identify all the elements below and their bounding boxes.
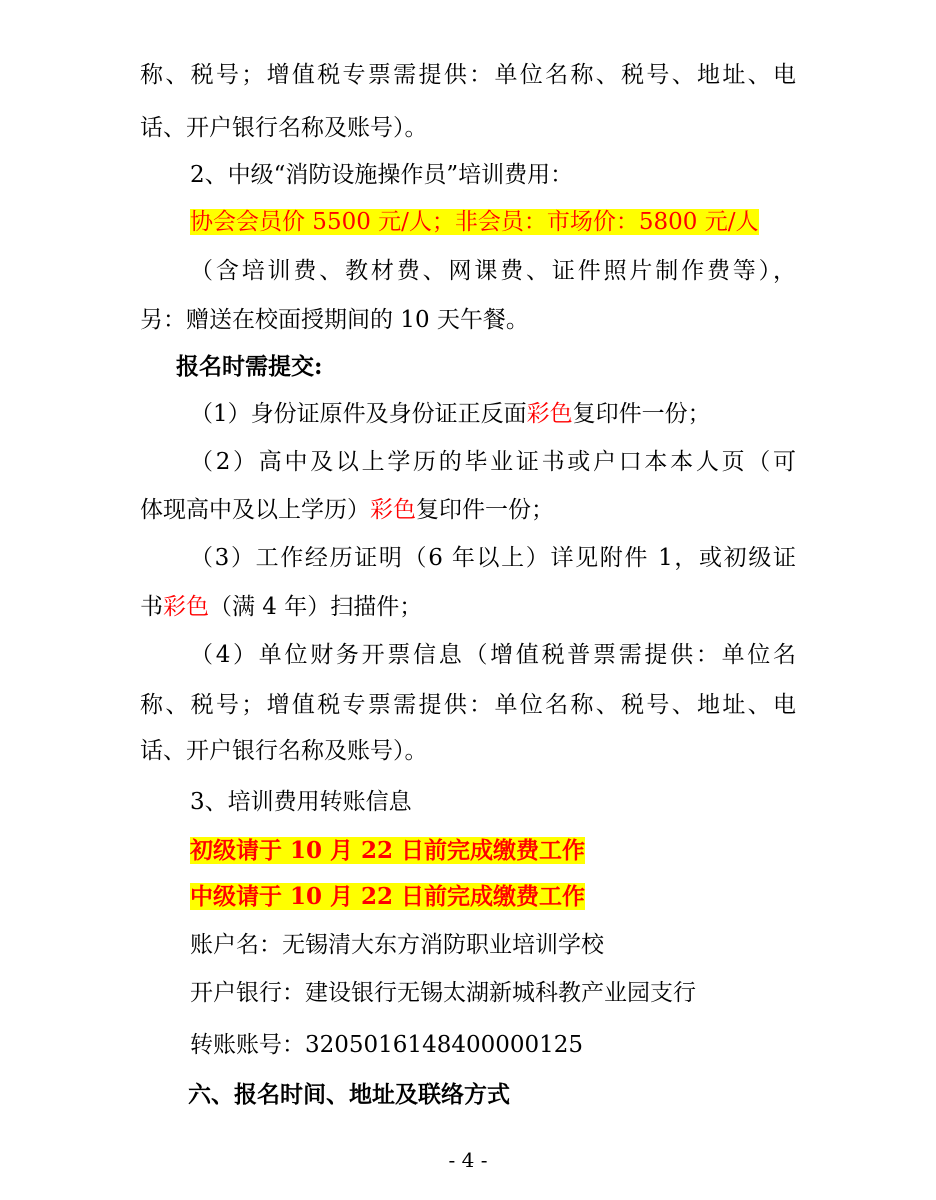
emphasized-text: 中级请于 10 月 22 日前完成缴费工作	[190, 883, 586, 910]
emphasized-text: 六、报名时间、地址及联络方式	[188, 1081, 510, 1108]
text-segment: 话、开户银行名称及账号）。	[140, 115, 428, 141]
text-segment: （2）高中及以上学历的毕业证书或户口本本人页（可	[190, 449, 796, 475]
text-segment: 复印件一份；	[572, 401, 711, 427]
emphasized-text: 初级请于 10 月 22 日前完成缴费工作	[190, 837, 586, 864]
text-line	[140, 495, 554, 525]
emphasized-text: 协会会员价 5500 元/人；非会员：市场价：5800 元/人	[190, 209, 759, 235]
text-line	[140, 60, 796, 90]
text-line	[190, 543, 796, 573]
text-line	[190, 160, 573, 190]
text-segment: （1）身份证原件及身份证正反面	[190, 401, 527, 427]
text-line	[190, 207, 759, 237]
text-line	[140, 690, 796, 720]
text-line	[190, 256, 796, 286]
text-segment: 3、培训费用转账信息	[190, 789, 412, 815]
text-segment: 话、开户银行名称及账号）。	[140, 738, 428, 764]
text-line	[188, 1080, 510, 1110]
text-segment: （3）工作经历证明（6 年以上）详见附件 1，或初级证	[190, 545, 796, 571]
text-segment: 账户名：无锡清大东方消防职业培训学校	[190, 932, 604, 958]
text-segment: 称、税号；增值税专票需提供：单位名称、税号、地址、电	[140, 692, 796, 718]
text-segment: （4）单位财务开票信息（增值税普票需提供：单位名	[190, 642, 796, 668]
text-line	[190, 787, 412, 817]
text-line	[190, 930, 604, 960]
emphasized-text: 报名时需提交:	[176, 353, 323, 380]
text-segment: （含培训费、教材费、网课费、证件照片制作费等），	[190, 258, 796, 284]
emphasized-text: 彩色	[370, 497, 416, 523]
text-line	[190, 399, 711, 429]
text-segment: 书	[140, 594, 163, 620]
text-line	[140, 305, 529, 335]
emphasized-text: 彩色	[526, 401, 573, 427]
text-line	[140, 592, 422, 622]
text-line	[190, 978, 696, 1008]
text-segment: 体现高中及以上学历）	[140, 497, 370, 523]
text-line	[190, 1030, 583, 1060]
text-segment: 复印件一份；	[416, 497, 554, 523]
text-line	[190, 447, 796, 477]
text-segment: 2、中级“消防设施操作员”培训费用：	[190, 162, 574, 188]
text-line	[140, 736, 428, 766]
text-segment: 另：赠送在校面授期间的 10 天午餐。	[140, 307, 529, 333]
text-line	[140, 113, 428, 143]
text-line	[190, 882, 585, 912]
text-segment: （满 4 年）扫描件；	[209, 594, 423, 620]
text-segment: 开户银行：建设银行无锡太湖新城科教产业园支行	[190, 980, 696, 1006]
emphasized-text: 彩色	[163, 594, 209, 620]
text-line	[190, 640, 796, 670]
text-segment: 称、税号；增值税专票需提供：单位名称、税号、地址、电	[140, 62, 796, 88]
page-number: - 4 -	[448, 1148, 488, 1172]
text-line	[190, 836, 585, 866]
text-segment: 转账账号：3205016148400000125	[190, 1032, 584, 1058]
text-line	[176, 352, 323, 382]
